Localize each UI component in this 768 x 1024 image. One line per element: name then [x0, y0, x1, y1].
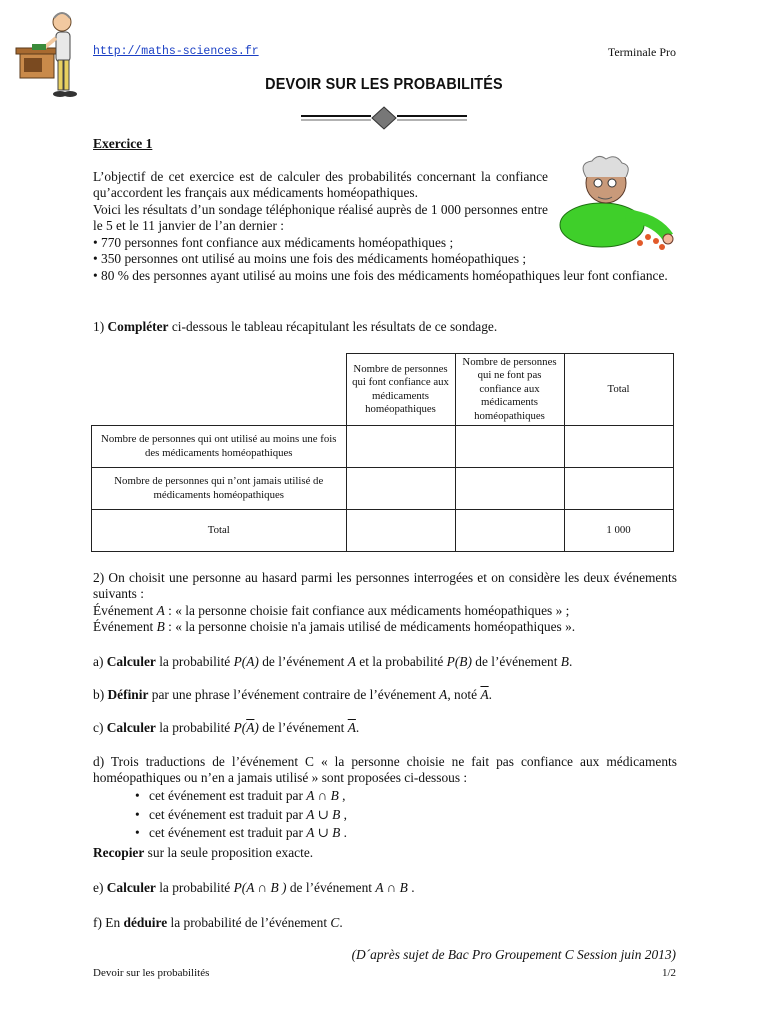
cell-empty — [455, 468, 564, 510]
col-header-confiance: Nombre de personnes qui font confiance aux médicaments homéopathiques — [346, 354, 455, 426]
fact-1: • 770 personnes font confiance aux médicaments homéopathiques ; — [93, 235, 454, 250]
question-1: 1) Compléter ci-dessous le tableau récapitulant les résultats de ce sondage. — [93, 319, 498, 334]
fact-3: • 80 % des personnes ayant utilisé au moins une fois des médicaments homéopathiques leur font confiance. — [93, 267, 668, 283]
fact-2: • 350 personnes ont utilisé au moins une fois des médicaments homéopathiques ; — [93, 251, 527, 267]
source-note: (D´après sujet de Bac Pro Groupement C Session juin 2013) — [351, 947, 676, 962]
row-header-jamais: Nombre de personnes qui n’ont jamais utilisé de médicaments homéopathiques — [92, 468, 347, 510]
recopier-line: Recopier sur la seule proposition exacte. — [93, 845, 314, 860]
facts-list — [93, 235, 677, 284]
cell-empty — [346, 426, 455, 468]
cell-empty — [564, 468, 673, 510]
question-c: c) Calculer la probabilité $P(\overline{A})$ de l’événement $\overline{A}$. — [93, 720, 360, 735]
site-link[interactable]: http://maths-sciences.fr — [93, 45, 259, 58]
qd-option-1: • cet événement est traduit par A ∩ B , — [135, 787, 535, 806]
col-header-total: Total — [564, 354, 673, 426]
event-a: Événement A : « la personne choisie fait confiance aux médicaments homéopathiques » ; — [93, 602, 570, 618]
qd-bullets — [135, 787, 535, 843]
intro-paragraph-2: Voici les résultats d’un sondage téléphonique réalisé auprès de 1 000 personnes entre le 5 et le 11 janvier de l’an dernier : — [93, 201, 548, 234]
event-b: Événement B : « la personne choisie n'a jamais utilisé de médicaments homéopathiques ». — [93, 619, 576, 635]
question-2 — [93, 570, 677, 636]
qd-text: d) Trois traductions de l’événement C « la personne choisie ne fait pas confiance aux médicaments homéopathiques ou n’en a jamais utilisé » sont proposées ci-dessous : — [93, 754, 677, 786]
cell-empty — [455, 426, 564, 468]
cell-empty — [455, 510, 564, 552]
page-number: 1/2 — [661, 967, 676, 979]
question-f: f) En déduire la probabilité de l’événement C. — [93, 915, 343, 930]
footer-title: Devoir sur les probabilités — [93, 967, 210, 979]
recap-table — [91, 353, 674, 552]
qd-option-3: • cet événement est traduit par A ∪ B . — [135, 824, 535, 843]
table-corner — [92, 354, 347, 426]
cell-total-value: 1 000 — [564, 510, 673, 552]
col-header-pas-confiance: Nombre de personnes qui ne font pas confiance aux médicaments homéopathiques — [455, 354, 564, 426]
question-e: e) Calculer la probabilité P(A ∩ B ) de l’événement A ∩ B . — [93, 880, 415, 895]
title-ornament-icon — [299, 106, 469, 130]
exercise-title: Exercice 1 — [93, 136, 153, 151]
class-level: Terminale Pro — [607, 45, 676, 59]
cell-empty — [346, 468, 455, 510]
question-b: b) Définir par une phrase l’événement contraire de l’événement A, noté $\overline{A}$. — [93, 687, 492, 702]
row-header-total: Total — [92, 510, 347, 552]
q2-intro: 2) On choisit une personne au hasard parmi les personnes interrogées et on considère les deux événements suivants : — [93, 570, 677, 602]
intro-paragraph-1: L’objectif de cet exercice est de calculer des probabilités concernant la confiance qu’accordent les français aux médicaments homéopathiques. — [93, 169, 548, 201]
qd-option-2: • cet événement est traduit par A ∪ B , — [135, 806, 535, 825]
question-a: a) Calculer la probabilité P(A) de l’événement A et la probabilité P(B) de l’événement B. — [93, 654, 573, 669]
page-title: DEVOIR SUR LES PROBABILITÉS — [265, 76, 503, 93]
cell-empty — [564, 426, 673, 468]
question-d — [93, 754, 677, 787]
cell-empty — [346, 510, 455, 552]
row-header-utilise: Nombre de personnes qui ont utilisé au moins une fois des médicaments homéopathiques — [92, 426, 347, 468]
exercise-intro — [93, 169, 548, 235]
